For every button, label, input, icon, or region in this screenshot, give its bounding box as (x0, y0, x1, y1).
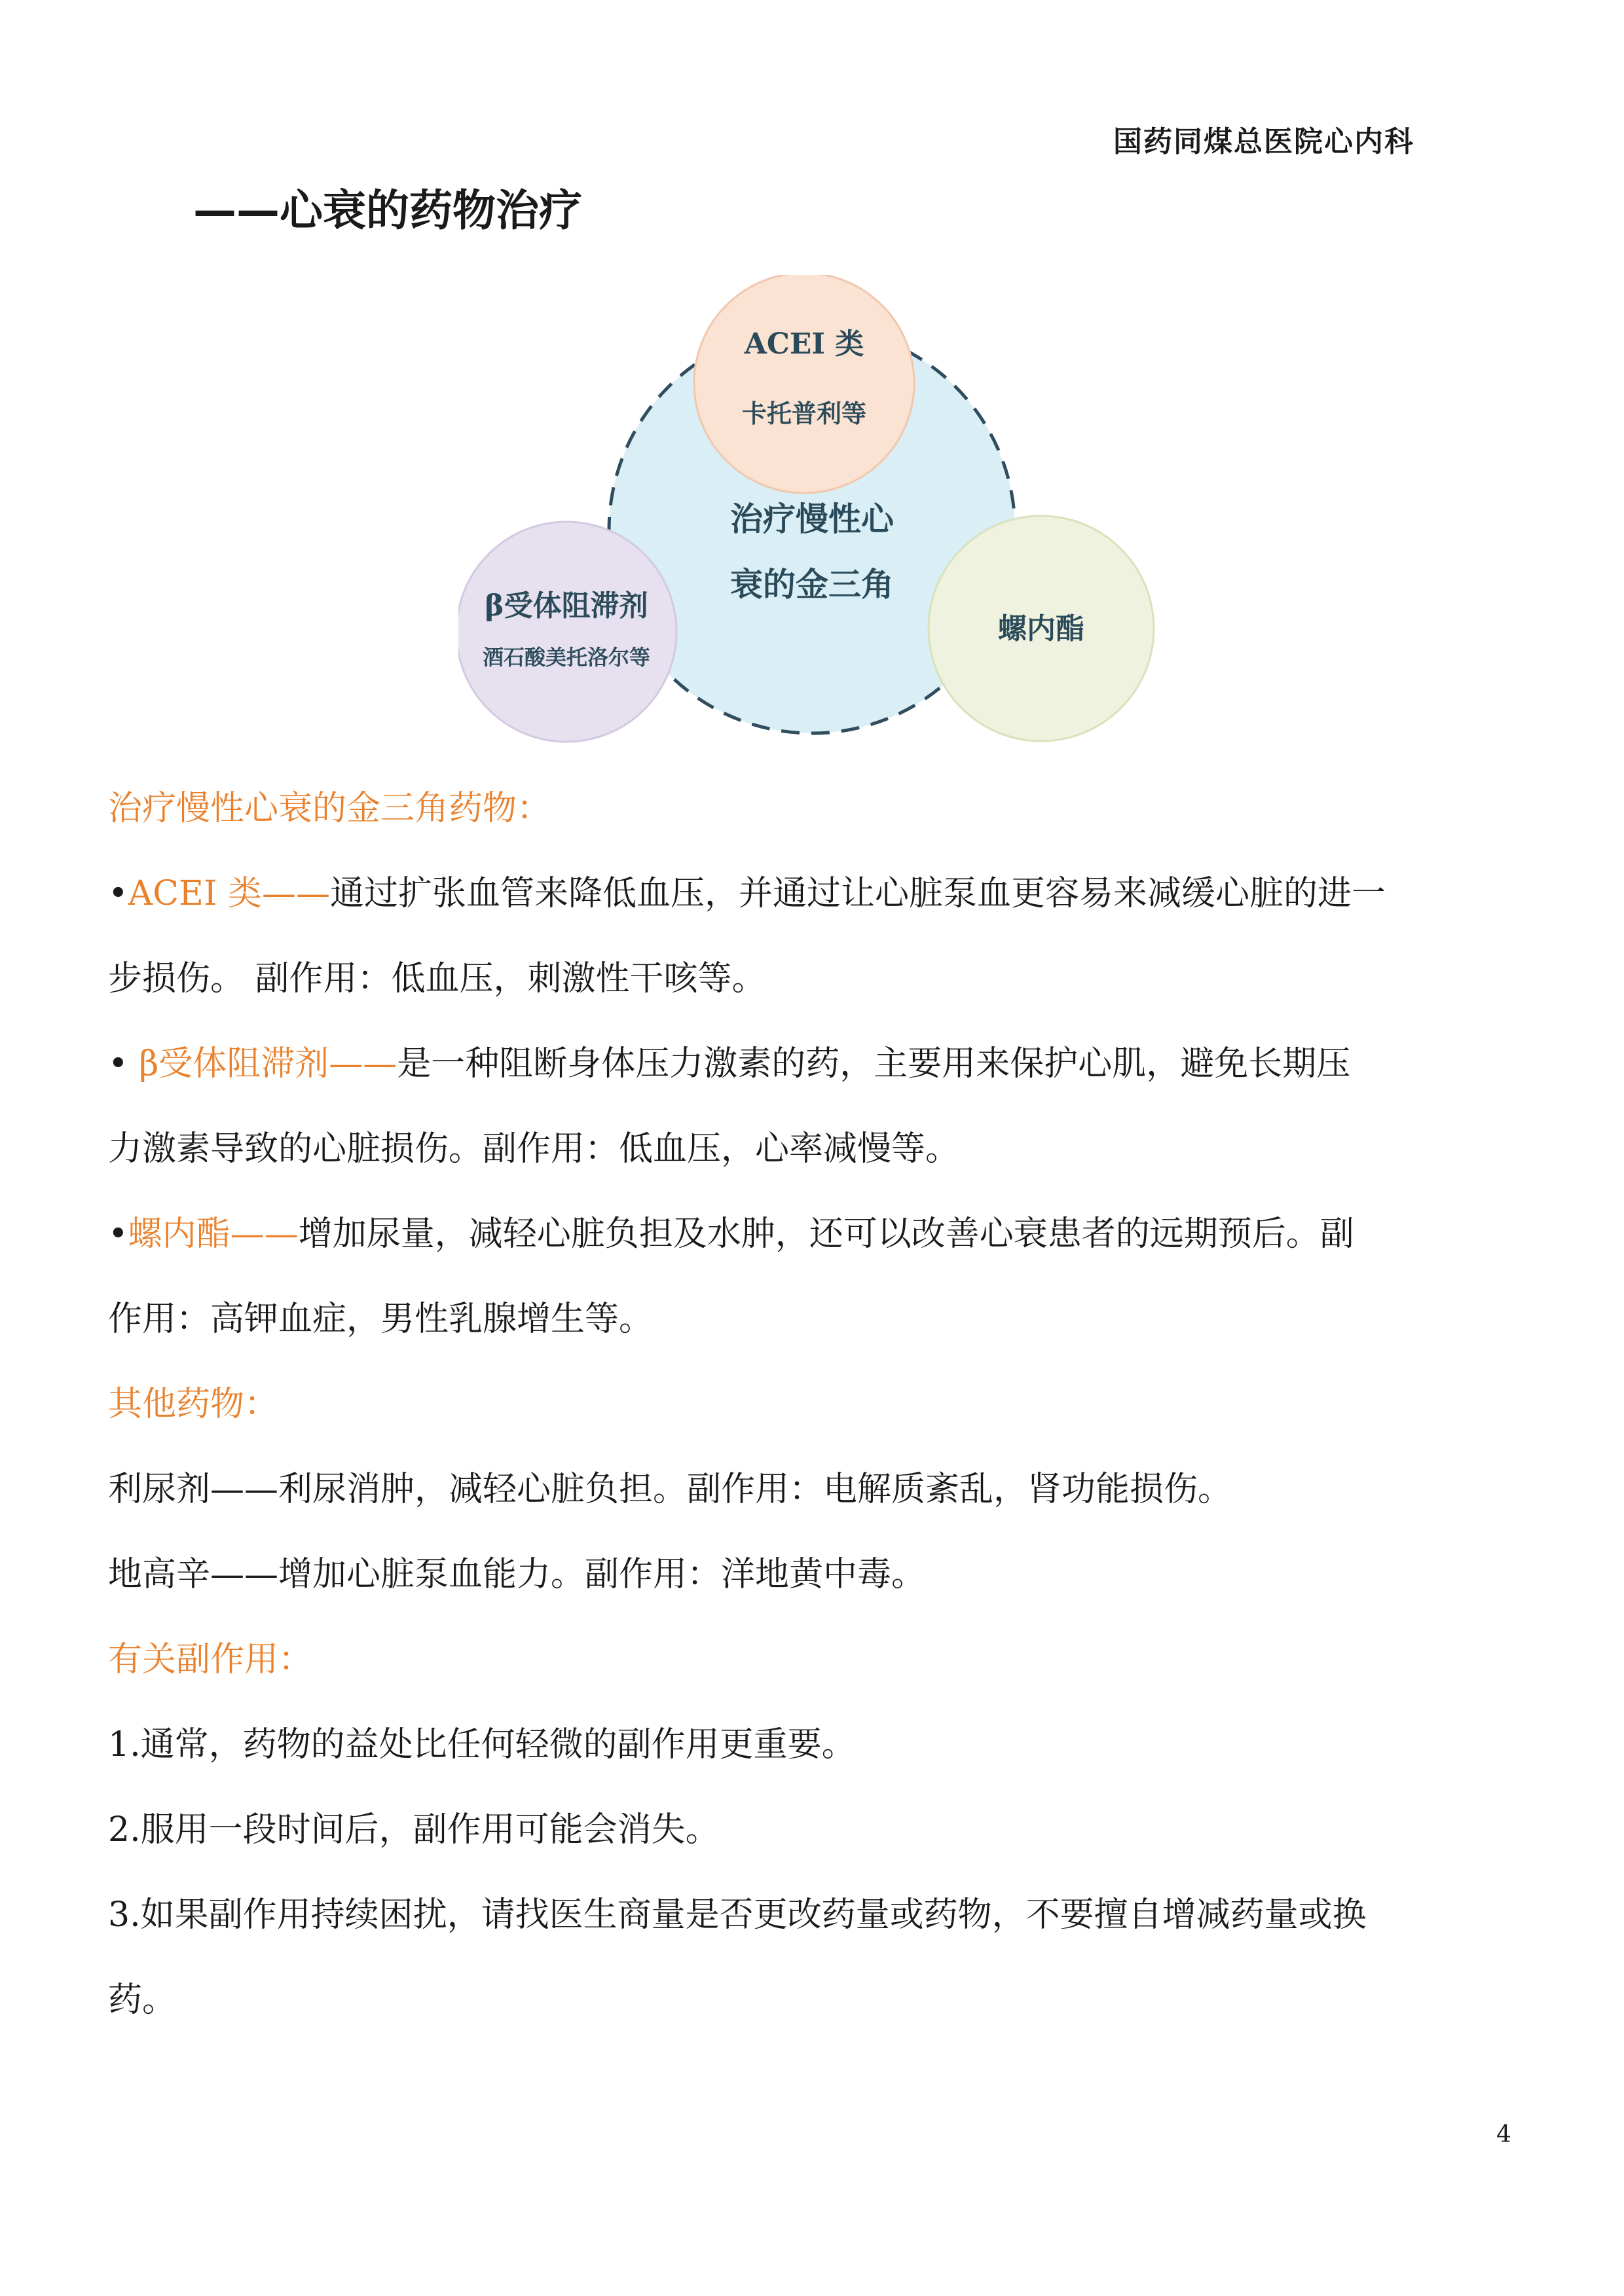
other-drugs-heading: 其他药物： (108, 1385, 279, 1424)
acei-paragraph-line1 (108, 851, 1522, 936)
bullet: • (108, 1214, 128, 1254)
beta-drug-name: β受体阻滞剂—— (139, 1044, 397, 1084)
bullet: • (108, 874, 128, 913)
page-number: 4 (1496, 2121, 1511, 2148)
spiro-paragraph-line2: 作用：高钾血症，男性乳腺增生等。 (108, 1300, 654, 1339)
diagram-center-line2: 衰的金三角 (730, 565, 894, 604)
side-effect-item-3: 3.如果副作用持续困扰，请找医生商量是否更改药量或药物，不要擅自增减药量或换 (108, 1895, 1367, 1935)
acei-paragraph-line2: 步损伤。 副作用：低血压，刺激性干咳等。 (108, 959, 766, 998)
diagram-acei-sub: 卡托普利等 (741, 399, 867, 428)
spiro-drug-name: 螺内酯—— (128, 1214, 299, 1254)
acei-text: 通过扩张血管来降低血压，并通过让心脏泵血更容易来减缓心脏的进一 (330, 874, 1386, 913)
golden-triangle-diagram (458, 275, 1166, 746)
diagram-beta-sub: 酒石酸美托洛尔等 (482, 645, 651, 670)
diagram-beta-circle (458, 522, 676, 742)
digoxin-line: 地高辛——增加心脏泵血能力。副作用：洋地黄中毒。 (108, 1555, 926, 1594)
diagram-spiro-title: 螺内酯 (998, 612, 1084, 646)
beta-paragraph-line2: 力激素导致的心脏损伤。副作用：低血压，心率减慢等。 (108, 1129, 960, 1169)
diagram-acei-title: ACEI 类 (744, 327, 864, 361)
main-content (108, 766, 1522, 2043)
beta-text: 是一种阻断身体压力激素的药，主要用来保护心肌，避免长期压 (397, 1044, 1351, 1084)
spiro-paragraph-line1 (108, 1192, 1522, 1277)
side-effect-item-2: 2.服用一段时间后，副作用可能会消失。 (108, 1810, 720, 1850)
diuretic-line: 利尿剂——利尿消肿，减轻心脏负担。副作用：电解质紊乱，肾功能损伤。 (108, 1470, 1232, 1509)
diagram-beta-title: β受体阻滞剂 (485, 589, 648, 623)
side-effect-item-1: 1.通常，药物的益处比任何轻微的副作用更重要。 (108, 1725, 856, 1764)
side-effect-item-3-cont: 药。 (108, 1980, 177, 2020)
spiro-text: 增加尿量，减轻心脏负担及水肿，还可以改善心衰患者的远期预后。副 (298, 1214, 1354, 1254)
header-organization: 国药同煤总医院心内科 (1113, 125, 1414, 158)
bullet: • (108, 1044, 139, 1084)
diagram-acei-circle (694, 275, 914, 493)
page-title: ——心衰的药物治疗 (193, 185, 582, 236)
beta-paragraph-line1 (108, 1021, 1522, 1106)
acei-drug-name: ACEI 类—— (128, 874, 331, 913)
diagram-center-line1: 治疗慢性心 (730, 500, 894, 538)
side-effects-heading: 有关副作用： (108, 1640, 313, 1679)
golden-drugs-heading: 治疗慢性心衰的金三角药物： (108, 789, 551, 828)
